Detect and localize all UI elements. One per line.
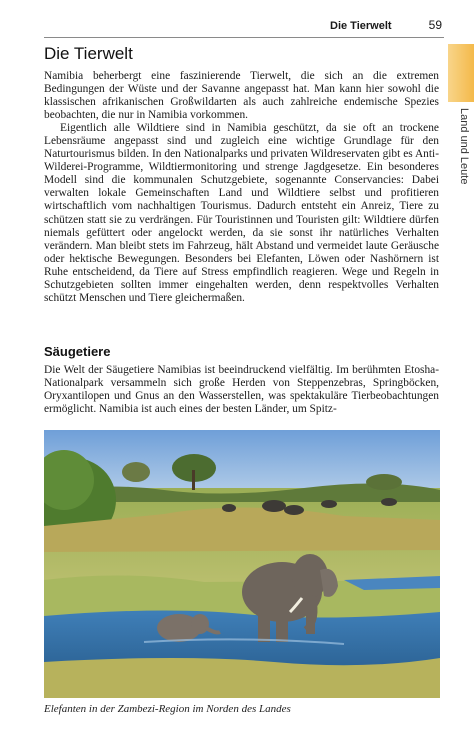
running-head (330, 18, 442, 38)
header-rule (44, 37, 444, 38)
paragraph-intro: Namibia beherbergt eine faszinierende Tierwelt, die sich an die extremen Bedingungen der Wüste und der Savanne angepasst hat. Man kann hier sowohl die klassischen afrikanischen Großwildarten als auch zahlreiche endemische Spezies beobachten, die nur in Namibia vorkommen. (44, 70, 439, 122)
page-number: 59 (428, 18, 442, 32)
subsection-title: Säugetiere (44, 344, 111, 359)
chapter-tab-label: Land und Leute (458, 108, 470, 185)
paragraph-protection: Eigentlich alle Wildtiere sind in Namibia geschützt, da sie oft an trockene Lebensräume angepasst sind und zugleich eine wichtige Grundlage für den Naturtourismus bilden. In den Nationalparks und privaten Wildreservaten gibt es Anti-Wilderei-Programme, Wildtiermonitoring und strenge Jagdgesetze. Ein besonderes Modell sind die kommunalen Schutzgebiete, sogenannte Conservancies: Dabei verwalten lokale Gemeinschaften Land und Wildtiere selbst und profitieren wirtschaftlich vom nachhaltigen Tourismus. Dadurch entsteht ein Anreiz, Tiere zu schützen statt sie zu verdrängen. Für Touristinnen und Touristen gilt: Wildtiere dürfen niemals gefüttert oder angelockt werden, da sie sonst ihr natürliches Verhalten verändern. Man bleibt stets im Fahrzeug, hält Abstand und vermeidet laute Geräusche oder hektische Bewegungen. Besonders bei Elefanten, Löwen oder Nashörnern ist Ruhe entscheidend, da Tiere auf Stress empfindlich reagieren. Wege und Regeln in Schutzgebieten sollten immer eingehalten werden, denn respektvolles Verhalten schützt Menschen und Tiere gleichermaßen. (44, 122, 439, 304)
photo-caption: Elefanten in der Zambezi-Region im Norden des Landes (44, 703, 291, 715)
subsection-body (44, 364, 439, 416)
running-title: Die Tierwelt (330, 20, 392, 32)
chapter-tab (448, 44, 474, 102)
section-body (44, 70, 439, 305)
section-title: Die Tierwelt (44, 44, 133, 63)
elephant-photo (44, 430, 440, 698)
paragraph-mammals: Die Welt der Säugetiere Namibias ist beeindruckend vielfältig. Im berühmten Etosha-Nationalpark versammeln sich große Herden von Steppenzebras, Springböcken, Oryxantilopen und Gnus an den Wasserstellen, was spektakuläre Tierbeobachtungen ermöglicht. Namibia ist auch eines der besten Länder, um Spitz- (44, 364, 439, 416)
